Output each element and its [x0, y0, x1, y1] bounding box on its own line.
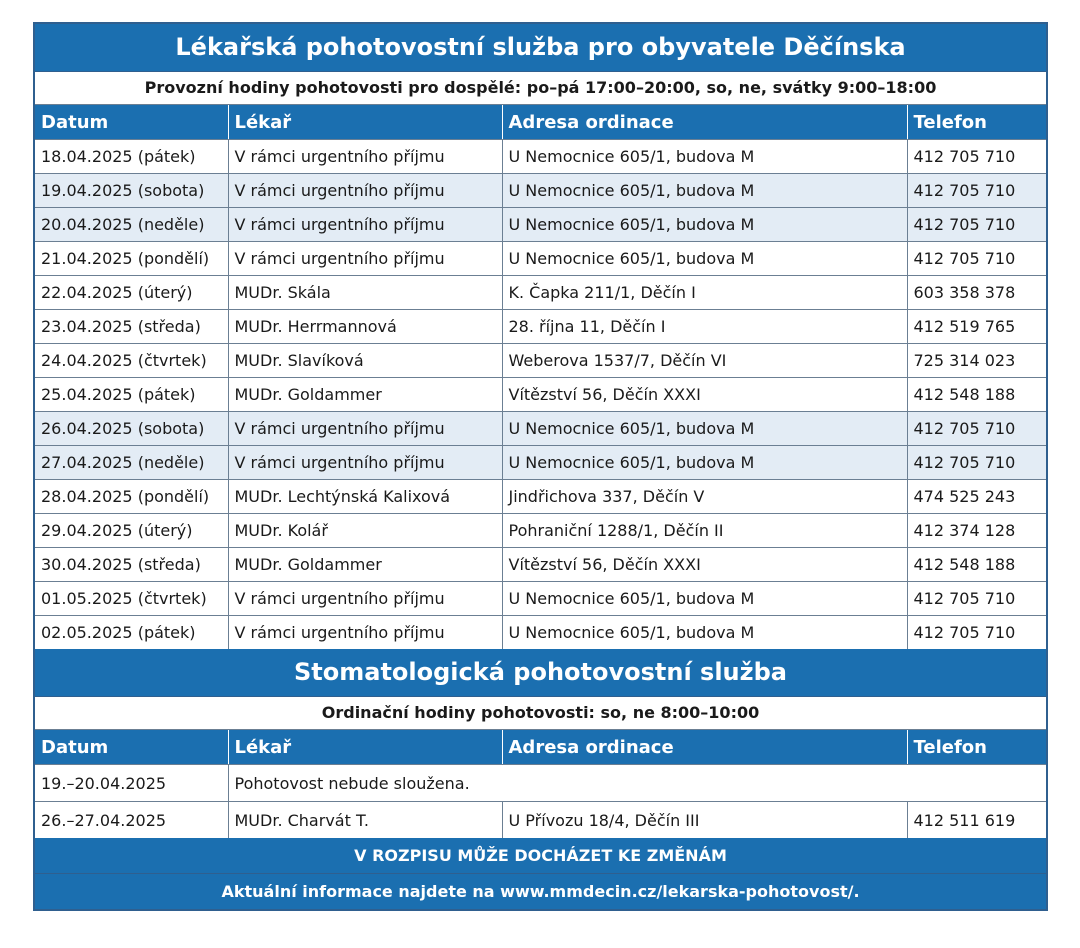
cell-address: U Nemocnice 605/1, budova M	[502, 242, 907, 276]
cell-doctor: V rámci urgentního příjmu	[228, 582, 502, 616]
table-row	[35, 582, 1046, 616]
cell-date: 19.04.2025 (sobota)	[35, 174, 228, 208]
cell-date: 21.04.2025 (pondělí)	[35, 242, 228, 276]
cell-date: 30.04.2025 (středa)	[35, 548, 228, 582]
cell-phone: 412 519 765	[907, 310, 1046, 344]
page-title: Lékařská pohotovostní služba pro obyvatele Děčínska	[35, 24, 1046, 72]
cell-address: Weberova 1537/7, Děčín VI	[502, 344, 907, 378]
table-row	[35, 344, 1046, 378]
column-header-address: Adresa ordinace	[502, 730, 907, 765]
cell-doctor: V rámci urgentního příjmu	[228, 174, 502, 208]
cell-date: 19.–20.04.2025	[35, 765, 228, 802]
cell-doctor: MUDr. Kolář	[228, 514, 502, 548]
cell-note: Pohotovost nebude sloužena.	[228, 765, 1046, 802]
table-row	[35, 242, 1046, 276]
cell-phone: 412 705 710	[907, 242, 1046, 276]
table-row	[35, 378, 1046, 412]
cell-phone: 412 705 710	[907, 208, 1046, 242]
cell-doctor: MUDr. Slavíková	[228, 344, 502, 378]
table-header-row	[35, 105, 1046, 140]
cell-address: 28. října 11, Děčín I	[502, 310, 907, 344]
dental-section-title: Stomatologická pohotovostní služba	[35, 649, 1046, 697]
table-row	[35, 802, 1046, 839]
cell-address: Pohraniční 1288/1, Děčín II	[502, 514, 907, 548]
cell-phone: 412 705 710	[907, 174, 1046, 208]
cell-date: 29.04.2025 (úterý)	[35, 514, 228, 548]
cell-doctor: MUDr. Lechtýnská Kalixová	[228, 480, 502, 514]
cell-doctor: MUDr. Goldammer	[228, 548, 502, 582]
table-row	[35, 140, 1046, 174]
cell-doctor: V rámci urgentního příjmu	[228, 412, 502, 446]
cell-doctor: V rámci urgentního příjmu	[228, 242, 502, 276]
cell-date: 18.04.2025 (pátek)	[35, 140, 228, 174]
table-row	[35, 174, 1046, 208]
cell-phone: 412 705 710	[907, 582, 1046, 616]
cell-doctor: MUDr. Charvát T.	[228, 802, 502, 839]
info-link-notice: Aktuální informace najdete na www.mmdecin.cz/lekarska-pohotovost/.	[35, 874, 1046, 909]
cell-phone: 412 705 710	[913, 623, 1016, 642]
cell-address: U Nemocnice 605/1, budova M	[502, 174, 907, 208]
table-row	[35, 616, 1046, 650]
cell-date: 26.04.2025 (sobota)	[35, 412, 228, 446]
table-row	[35, 480, 1046, 514]
dental-schedule-table	[35, 730, 1046, 838]
table-row	[35, 514, 1046, 548]
cell-doctor: V rámci urgentního příjmu	[228, 616, 502, 650]
table-row	[35, 310, 1046, 344]
column-header-phone: Telefon	[907, 105, 1046, 140]
cell-address: U Nemocnice 605/1, budova M	[502, 582, 907, 616]
cell-address: U Nemocnice 605/1, budova M	[502, 140, 907, 174]
cell-phone: 603 358 378	[907, 276, 1046, 310]
table-row	[35, 276, 1046, 310]
cell-date: 25.04.2025 (pátek)	[35, 378, 228, 412]
table-row	[35, 208, 1046, 242]
cell-address: U Nemocnice 605/1, budova M	[502, 412, 907, 446]
cell-phone: 474 525 243	[907, 480, 1046, 514]
table-row	[35, 412, 1046, 446]
cell-address: U Nemocnice 605/1, budova M	[502, 616, 907, 650]
dental-opening-hours: Ordinační hodiny pohotovosti: so, ne 8:00–10:00	[35, 697, 1046, 730]
cell-phone: 412 705 710	[907, 412, 1046, 446]
cell-address: K. Čapka 211/1, Děčín I	[502, 276, 907, 310]
cell-doctor: MUDr. Herrmannová	[228, 310, 502, 344]
cell-date: 01.05.2025 (čtvrtek)	[35, 582, 228, 616]
column-header-phone: Telefon	[907, 730, 1046, 765]
cell-phone: 412 511 619	[913, 810, 1016, 830]
cell-date: 24.04.2025 (čtvrtek)	[35, 344, 228, 378]
cell-phone: 412 548 188	[907, 548, 1046, 582]
cell-address: Vítězství 56, Děčín XXXI	[502, 548, 907, 582]
column-header-doctor: Lékař	[228, 105, 502, 140]
column-header-date: Datum	[35, 105, 228, 140]
cell-phone: 412 705 710	[907, 140, 1046, 174]
cell-phone: 412 705 710	[907, 446, 1046, 480]
cell-date: 28.04.2025 (pondělí)	[35, 480, 228, 514]
column-header-doctor: Lékař	[228, 730, 502, 765]
cell-date: 27.04.2025 (neděle)	[35, 446, 228, 480]
cell-doctor: MUDr. Goldammer	[228, 378, 502, 412]
cell-doctor: V rámci urgentního příjmu	[228, 446, 502, 480]
cell-address: U Přívozu 18/4, Děčín III	[502, 802, 907, 839]
cell-doctor: V rámci urgentního příjmu	[228, 140, 502, 174]
cell-date: 22.04.2025 (úterý)	[35, 276, 228, 310]
cell-doctor: V rámci urgentního příjmu	[228, 208, 502, 242]
cell-date: 26.–27.04.2025	[35, 802, 228, 839]
column-header-address: Adresa ordinace	[502, 105, 907, 140]
cell-doctor: MUDr. Skála	[228, 276, 502, 310]
cell-date: 02.05.2025 (pátek)	[35, 616, 228, 650]
schedule-sheet	[33, 22, 1048, 911]
cell-date: 23.04.2025 (středa)	[35, 310, 228, 344]
cell-address: Jindřichova 337, Děčín V	[502, 480, 907, 514]
cell-address: Vítězství 56, Děčín XXXI	[502, 378, 907, 412]
table-header-row	[35, 730, 1046, 765]
cell-date: 20.04.2025 (neděle)	[35, 208, 228, 242]
opening-hours: Provozní hodiny pohotovosti pro dospělé: po–pá 17:00–20:00, so, ne, svátky 9:00–18:00	[35, 72, 1046, 105]
medical-schedule-table	[35, 105, 1046, 649]
cell-address: U Nemocnice 605/1, budova M	[502, 446, 907, 480]
changes-notice: V ROZPISU MŮŽE DOCHÁZET KE ZMĚNÁM	[35, 838, 1046, 874]
cell-phone: 412 548 188	[907, 378, 1046, 412]
cell-phone: 725 314 023	[907, 344, 1046, 378]
table-row	[35, 548, 1046, 582]
table-row	[35, 446, 1046, 480]
cell-phone: 412 374 128	[907, 514, 1046, 548]
column-header-date: Datum	[35, 730, 228, 765]
table-row	[35, 765, 1046, 802]
cell-address: U Nemocnice 605/1, budova M	[502, 208, 907, 242]
